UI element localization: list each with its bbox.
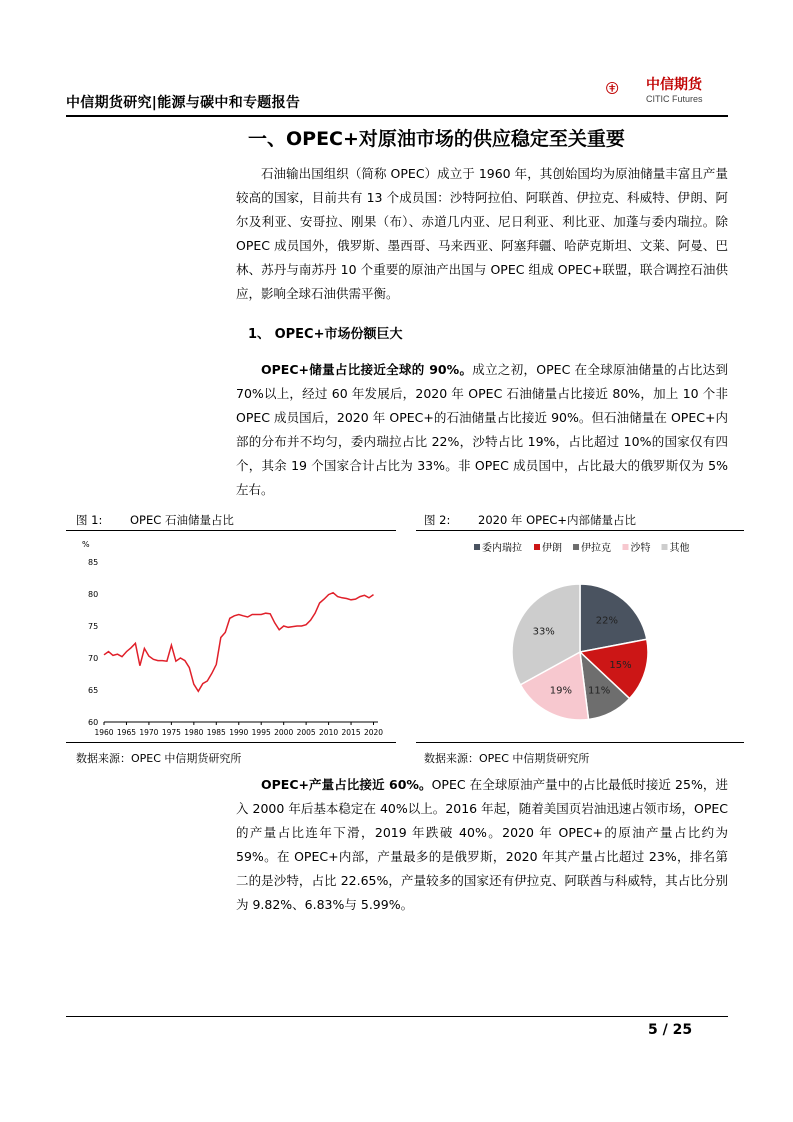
- header-rule: [66, 115, 728, 117]
- fig2-label: 图 2:: [424, 513, 451, 527]
- x-tick-label: 1965: [116, 728, 137, 737]
- x-tick-label: 2000: [274, 728, 294, 737]
- fig2-title: 2020 年 OPEC+内部储量占比: [478, 513, 636, 527]
- paragraph-production: [236, 773, 728, 917]
- legend-swatch: [534, 544, 540, 550]
- x-axis-ticks: [94, 722, 383, 737]
- y-tick-label: 60: [88, 718, 99, 727]
- y-axis-unit: %: [82, 540, 90, 549]
- y-tick-label: 65: [88, 686, 99, 695]
- fig1-bottom-rule: [66, 742, 396, 743]
- fig2-bottom-rule: [416, 742, 744, 743]
- logo-chinese: 中信期货: [646, 77, 702, 93]
- x-tick-label: 1975: [161, 728, 181, 737]
- y-tick-label: 85: [88, 558, 99, 567]
- fig2-pie-chart: [416, 534, 744, 740]
- y-tick-label: 75: [88, 622, 99, 631]
- paragraph-production-body: OPEC 在全球原油产量中的占比最低时接近 25%，进入 2000 年后基本稳定在 40%以上。2016 年起，随着美国页岩油迅速占领市场，OPEC 的产量占比连年下滑，2019 年跌破 40%。2020 年 OPEC+的原油产量占比约为 59%。在 OPEC+内部，产量最多的是俄罗斯，2020 年其产量占比超过 23%，排名第二的是沙特，占比 22.65%，产量较多的国家还有伊拉克、阿联酋与科威特，其占比分别为 9.82%、6.83%与 5.99%。: [236, 777, 729, 912]
- pie-label-2: 11%: [587, 685, 611, 697]
- intro-paragraph: 石油输出国组织（简称 OPEC）成立于 1960 年，其创始国均为原油储量丰富且产量较高的国家，目前共有 13 个成员国：沙特阿拉伯、阿联酋、伊拉克、科威特、伊朗、阿尔及利亚、安哥拉、刚果（布）、赤道几内亚、尼日利亚、利比亚、加蓬与委内瑞拉。除 OPEC 成员国外，俄罗斯、墨西哥、马来西亚、阿塞拜疆、哈萨克斯坦、文莱、阿曼、巴林、苏丹与南苏丹 10 个重要的原油产出国与 OPEC 组成 OPEC+联盟，联合调控石油供应，影响全球石油供需平衡。: [236, 166, 728, 301]
- paragraph-reserves-lead: OPEC+储量占比接近全球的 90%。: [261, 362, 473, 377]
- fig2-top-rule: [416, 530, 744, 531]
- paragraph-reserves: [236, 358, 728, 502]
- fig1-top-rule: [66, 530, 396, 531]
- pie-label-3: 19%: [549, 685, 573, 697]
- fig1-line-chart: [66, 534, 396, 740]
- pie-legend: [474, 541, 690, 554]
- x-tick-label: 1995: [251, 728, 271, 737]
- legend-label: 沙特: [630, 543, 651, 554]
- subsection-title: 1、 OPEC+市场份额巨大: [248, 327, 403, 342]
- fig1-source: 数据来源：OPEC 中信期货研究所: [76, 752, 242, 765]
- pie-label-4: 33%: [532, 626, 555, 638]
- x-tick-label: 2005: [296, 728, 316, 737]
- logo-english: CITIC Futures: [646, 94, 703, 104]
- x-tick-label: 1985: [206, 728, 226, 737]
- legend-label: 其他: [669, 543, 690, 554]
- paragraph-production-lead: OPEC+产量占比接近 60%。: [261, 777, 432, 792]
- x-tick-label: 1960: [94, 728, 114, 737]
- y-tick-label: 70: [88, 654, 99, 663]
- legend-label: 伊拉克: [581, 543, 611, 554]
- x-tick-label: 1970: [139, 728, 159, 737]
- x-tick-label: 1990: [229, 728, 249, 737]
- legend-label: 伊朗: [542, 543, 562, 554]
- fig1-label: 图 1:: [76, 513, 103, 527]
- citic-logo-icon: [606, 68, 646, 108]
- fig1-title: OPEC 石油储量占比: [130, 513, 234, 527]
- pie-slices: [512, 584, 648, 720]
- page-number: 5 / 25: [648, 1022, 693, 1038]
- reserve-share-line: [104, 593, 374, 692]
- x-tick-label: 1980: [184, 728, 204, 737]
- pie-label-1: 15%: [609, 659, 632, 671]
- legend-label: 委内瑞拉: [482, 543, 522, 554]
- paragraph-reserves-body: 成立之初，OPEC 在全球原油储量的占比达到 70%以上，经过 60 年发展后，2020 年 OPEC 石油储量占比接近 80%，加上 10 个非 OPEC 成员国后，2020 年 OPEC+的石油储量占比接近 90%。但石油储量在 OPEC+内部的分布并不均匀，委内瑞拉占比 22%，沙特占比 19%，占比超过 10%的国家仅有四个，其余 19 个国家合计占比为 33%。非 OPEC 成员国中，占比最大的俄罗斯仅为 5%左右。: [236, 362, 728, 497]
- x-tick-label: 2020: [363, 728, 384, 737]
- x-tick-label: 2010: [319, 728, 339, 737]
- y-axis-ticks: [88, 558, 98, 727]
- legend-swatch: [662, 544, 668, 550]
- section-title: 一、OPEC+对原油市场的供应稳定至关重要: [248, 128, 625, 150]
- x-tick-label: 2015: [341, 728, 361, 737]
- footer-rule: [66, 1016, 728, 1017]
- report-title: 中信期货研究|能源与碳中和专题报告: [66, 95, 301, 111]
- fig2-source: 数据来源：OPEC 中信期货研究所: [424, 752, 590, 765]
- legend-swatch: [573, 544, 579, 550]
- legend-swatch: [623, 544, 629, 550]
- pie-label-0: 22%: [595, 615, 619, 627]
- legend-swatch: [474, 544, 480, 550]
- y-tick-label: 80: [88, 590, 99, 599]
